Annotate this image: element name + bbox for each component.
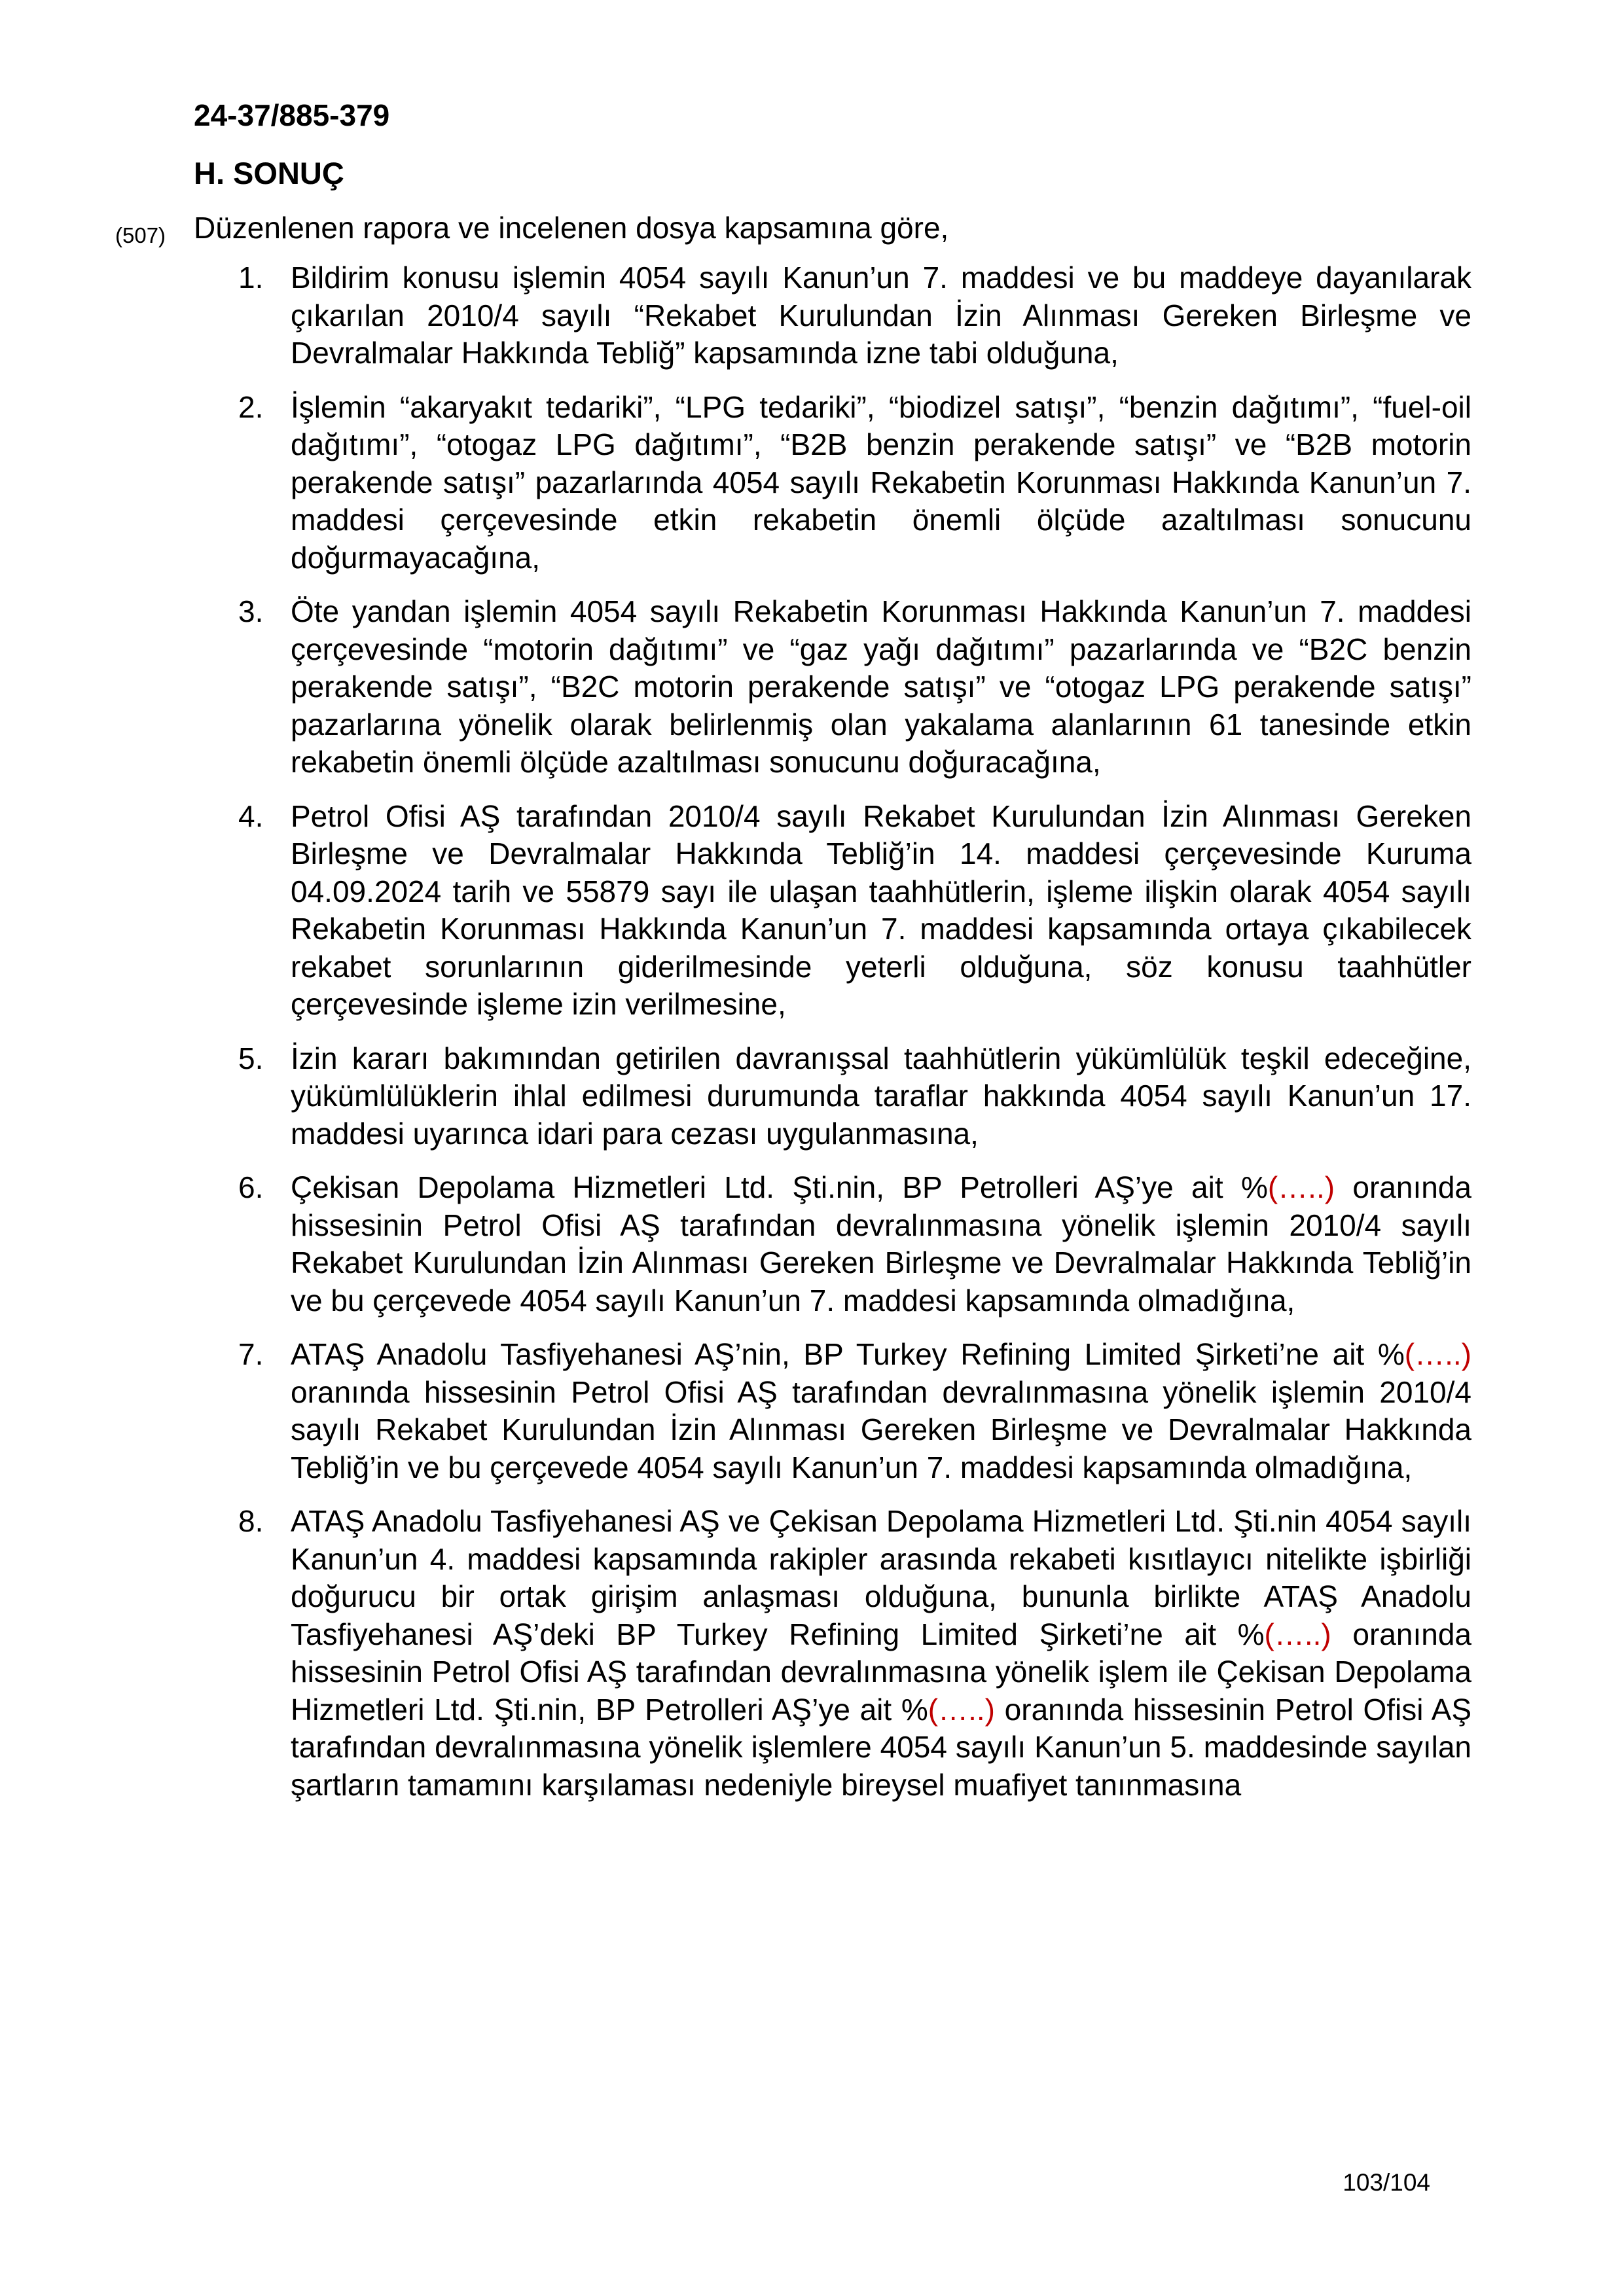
list-item <box>238 1336 1471 1486</box>
list-item-text-part: oranında hissesinin Petrol Ofisi AŞ tarafından devralınmasına yönelik işlem ile Çekisan Depolama Hizmetleri Ltd. Şti.nin, BP Petrolleri AŞ’ye ait % <box>291 1617 1471 1727</box>
document-number: 24-37/885-379 <box>194 98 390 132</box>
list-item-number: 2. <box>238 389 264 424</box>
paragraph-number: (507) <box>115 223 166 247</box>
list-item-text: İzin kararı bakımından getirilen davranışsal taahhütlerin yükümlülük teşkil edeceğine, yükümlülüklerin ihlal edilmesi durumunda taraflar hakkında 4054 sayılı Kanun’un 17. maddesi uyarınca idari para cezası uygulanmasına, <box>291 1041 1471 1151</box>
list-item-number: 4. <box>238 798 264 833</box>
list-item-number: 5. <box>238 1041 264 1075</box>
list-item-text-part: Çekisan Depolama Hizmetleri Ltd. Şti.nin, BP Petrolleri AŞ’ye ait % <box>291 1170 1268 1204</box>
list-item <box>238 1169 1471 1319</box>
redacted-value: (…..) <box>928 1692 995 1727</box>
list-item-number: 6. <box>238 1170 264 1204</box>
list-item-number: 3. <box>238 594 264 628</box>
page-number: 103/104 <box>1343 2169 1430 2196</box>
section-heading: H. SONUÇ <box>194 156 344 190</box>
list-item-number: 8. <box>238 1504 264 1538</box>
list-item-text: Petrol Ofisi AŞ tarafından 2010/4 sayılı Rekabet Kurulundan İzin Alınması Gereken Birleşme ve Devralmalar Hakkında Tebliğ’in 14. maddesi çerçevesinde Kuruma 04.09.2024 tarih ve 55879 sayı ile ulaşan taahhütlerin, işleme ilişkin olarak 4054 sayılı Rekabetin Korunması Hakkında Kanun’un 7. maddesi kapsamında ortaya çıkabilecek rekabet sorunlarının giderilmesinde yeterli olduğuna, söz konusu taahhütler çerçevesinde işleme izin verilmesine, <box>291 798 1471 1021</box>
list-item-text: Öte yandan işlemin 4054 sayılı Rekabetin Korunması Hakkında Kanun’un 7. maddesi çerçevesinde “motorin dağıtımı” ve “gaz yağı dağıtımı” pazarlarında ve “B2C benzin perakende satışı”, “B2C motorin perakende satışı” ve “otogaz LPG perakende satışı” pazarlarına yönelik olarak belirlenmiş olan yakalama alanlarının 61 tanesinde etkin rekabetin önemli ölçüde azaltılması sonucunu doğuracağına, <box>291 594 1471 779</box>
list-item-text <box>291 1336 1471 1486</box>
intro-sentence: Düzenlenen rapora ve incelenen dosya kapsamına göre, <box>194 211 949 245</box>
list-item-text-part: ATAŞ Anadolu Tasfiyehanesi AŞ’nin, BP Turkey Refining Limited Şirketi’ne ait % <box>291 1337 1405 1371</box>
list-item <box>238 389 1471 577</box>
redacted-value: (…..) <box>1404 1337 1471 1371</box>
list-item-number: 7. <box>238 1337 264 1371</box>
list-item-text <box>291 1503 1471 1804</box>
list-item-text-part: oranında hissesinin Petrol Ofisi AŞ tarafından devralınmasına yönelik işlemin 2010/4 sayılı Rekabet Kurulundan İzin Alınması Gereken Birleşme ve Devralmalar Hakkında Tebliğ’in ve bu çerçevede 4054 sayılı Kanun’un 7. maddesi kapsamında olmadığına, <box>291 1374 1471 1484</box>
list-item <box>238 1040 1471 1153</box>
list-item-text-part: oranında hissesinin Petrol Ofisi AŞ tarafından devralınmasına yönelik işlemlere 4054 sayılı Kanun’un 5. maddesinde sayılan şartların tamamını karşılaması nedeniyle bireysel muafiyet tanınmasına <box>291 1692 1471 1802</box>
list-item-number: 1. <box>238 260 264 295</box>
list-item <box>238 593 1471 781</box>
list-item-text-part: ATAŞ Anadolu Tasfiyehanesi AŞ ve Çekisan Depolama Hizmetleri Ltd. Şti.nin 4054 sayılı Kanun’un 4. maddesi kapsamında rakipler arasında rekabeti kısıtlayıcı nitelikte işbirliği doğurucu bir ortak girişim anlaşması olduğuna, bununla birlikte ATAŞ Anadolu Tasfiyehanesi AŞ’deki BP Turkey Refining Limited Şirketi’ne ait % <box>291 1504 1471 1651</box>
list-item <box>238 798 1471 1024</box>
decision-list <box>238 259 1471 1820</box>
list-item <box>238 1503 1471 1804</box>
list-item-text: İşlemin “akaryakıt tedariki”, “LPG tedariki”, “biodizel satışı”, “benzin dağıtımı”, “fuel-oil dağıtımı”, “otogaz LPG dağıtımı”, “B2B benzin perakende satışı” ve “B2B motorin perakende satışı” pazarlarında 4054 sayılı Rekabetin Korunması Hakkında Kanun’un 7. maddesi çerçevesinde etkin rekabetin önemli ölçüde azaltılması sonucunu doğurmayacağına, <box>291 389 1471 575</box>
redacted-value: (…..) <box>1267 1170 1335 1204</box>
list-item-text-part: oranında hissesinin Petrol Ofisi AŞ tarafından devralınmasına yönelik işlemin 2010/4 sayılı Rekabet Kurulundan İzin Alınması Gereken Birleşme ve Devralmalar Hakkında Tebliğ’in ve bu çerçevede 4054 sayılı Kanun’un 7. maddesi kapsamında olmadığına, <box>291 1170 1471 1318</box>
redacted-value: (…..) <box>1264 1617 1331 1651</box>
list-item-text <box>291 1169 1471 1319</box>
list-item <box>238 259 1471 372</box>
list-item-text: Bildirim konusu işlemin 4054 sayılı Kanun’un 7. maddesi ve bu maddeye dayanılarak çıkarılan 2010/4 sayılı “Rekabet Kurulundan İzin Alınması Gereken Birleşme ve Devralmalar Hakkında Tebliğ” kapsamında izne tabi olduğuna, <box>291 260 1471 370</box>
